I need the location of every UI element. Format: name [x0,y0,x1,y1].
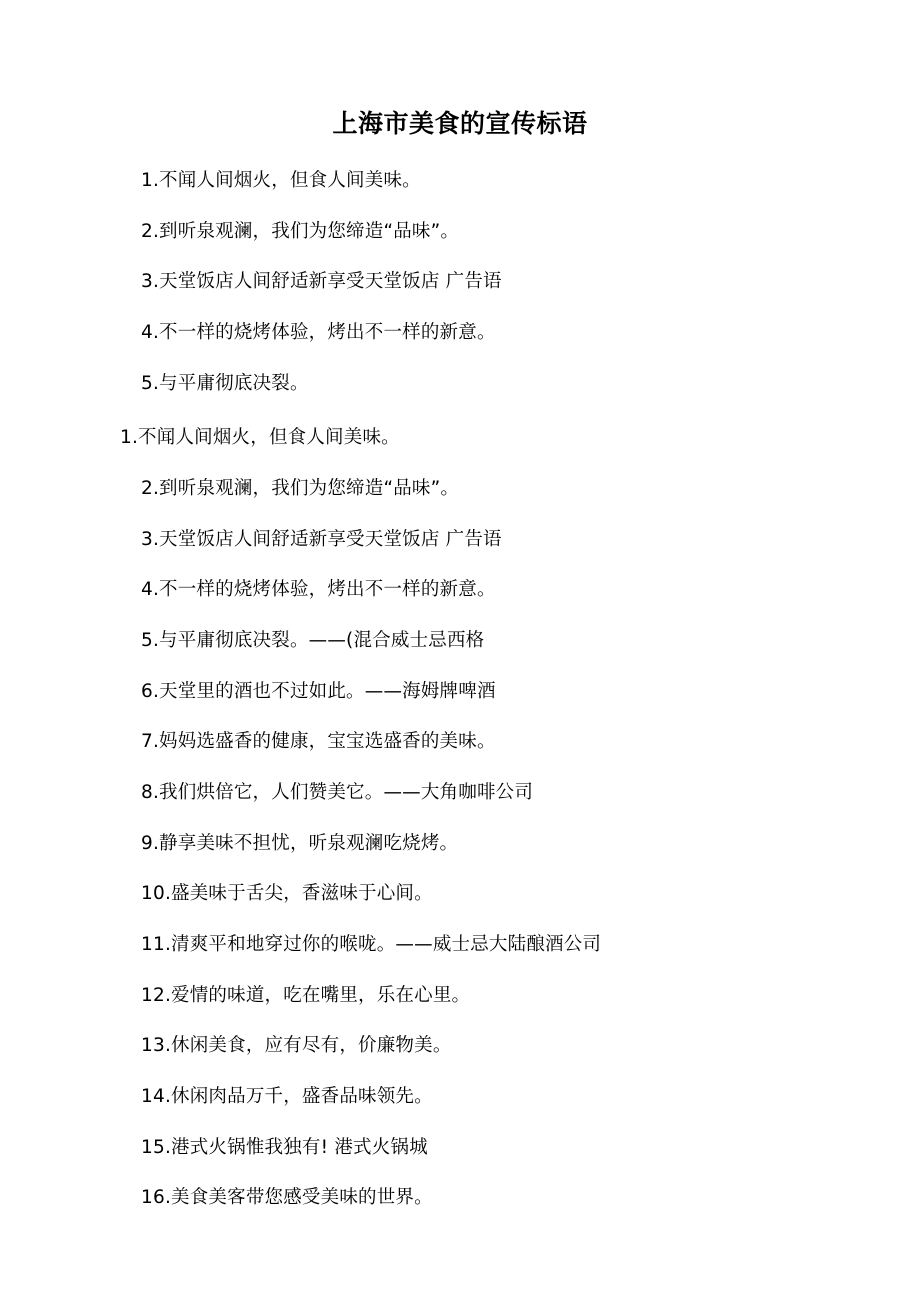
list-item: 5.与平庸彻底决裂。 [141,372,309,394]
list-item: 2.到听泉观澜，我们为您缔造“品味”。 [141,220,460,242]
list-item: 6.天堂里的酒也不过如此。——海姆牌啤酒 [141,680,496,702]
list-item: 10.盛美味于舌尖，香滋味于心间。 [141,883,433,905]
list-item: 1.不闻人间烟火，但食人间美味。 [120,427,400,449]
list-item: 5.与平庸彻底决裂。——(混合威士忌西格 [141,630,485,652]
list-item: 2.到听泉观澜，我们为您缔造“品味”。 [141,478,460,500]
list-item: 7.妈妈选盛香的健康，宝宝选盛香的美味。 [141,731,496,753]
list-item: 15.港式火锅惟我独有! 港式火锅城 [141,1136,428,1158]
list-item: 13.休闲美食，应有尽有，价廉物美。 [141,1035,452,1057]
list-item: 12.爱情的味道，吃在嘴里，乐在心里。 [141,984,471,1006]
list-item: 16.美食美客带您感受美味的世界。 [141,1187,433,1209]
page-title: 上海市美食的宣传标语 [332,109,588,138]
list-item: 4.不一样的烧烤体验，烤出不一样的新意。 [141,322,496,344]
list-item: 8.我们烘倍它，人们赞美它。——大角咖啡公司 [141,782,534,804]
list-item: 3.天堂饭店人间舒适新享受天堂饭店 广告语 [141,528,502,550]
list-item: 1.不闻人间烟火，但食人间美味。 [141,170,421,191]
list-item: 14.休闲肉品万千，盛香品味领先。 [141,1086,433,1108]
list-item: 4.不一样的烧烤体验，烤出不一样的新意。 [141,579,496,601]
main-slogan-block [104,424,816,1213]
list-item: 11.清爽平和地穿过你的喉咙。——威士忌大陆酿酒公司 [141,934,602,956]
intro-slogan-block [104,167,816,398]
list-item: 3.天堂饭店人间舒适新享受天堂饭店 广告语 [141,271,502,293]
list-item: 9.静享美味不担忧，听泉观澜吃烧烤。 [141,832,459,854]
